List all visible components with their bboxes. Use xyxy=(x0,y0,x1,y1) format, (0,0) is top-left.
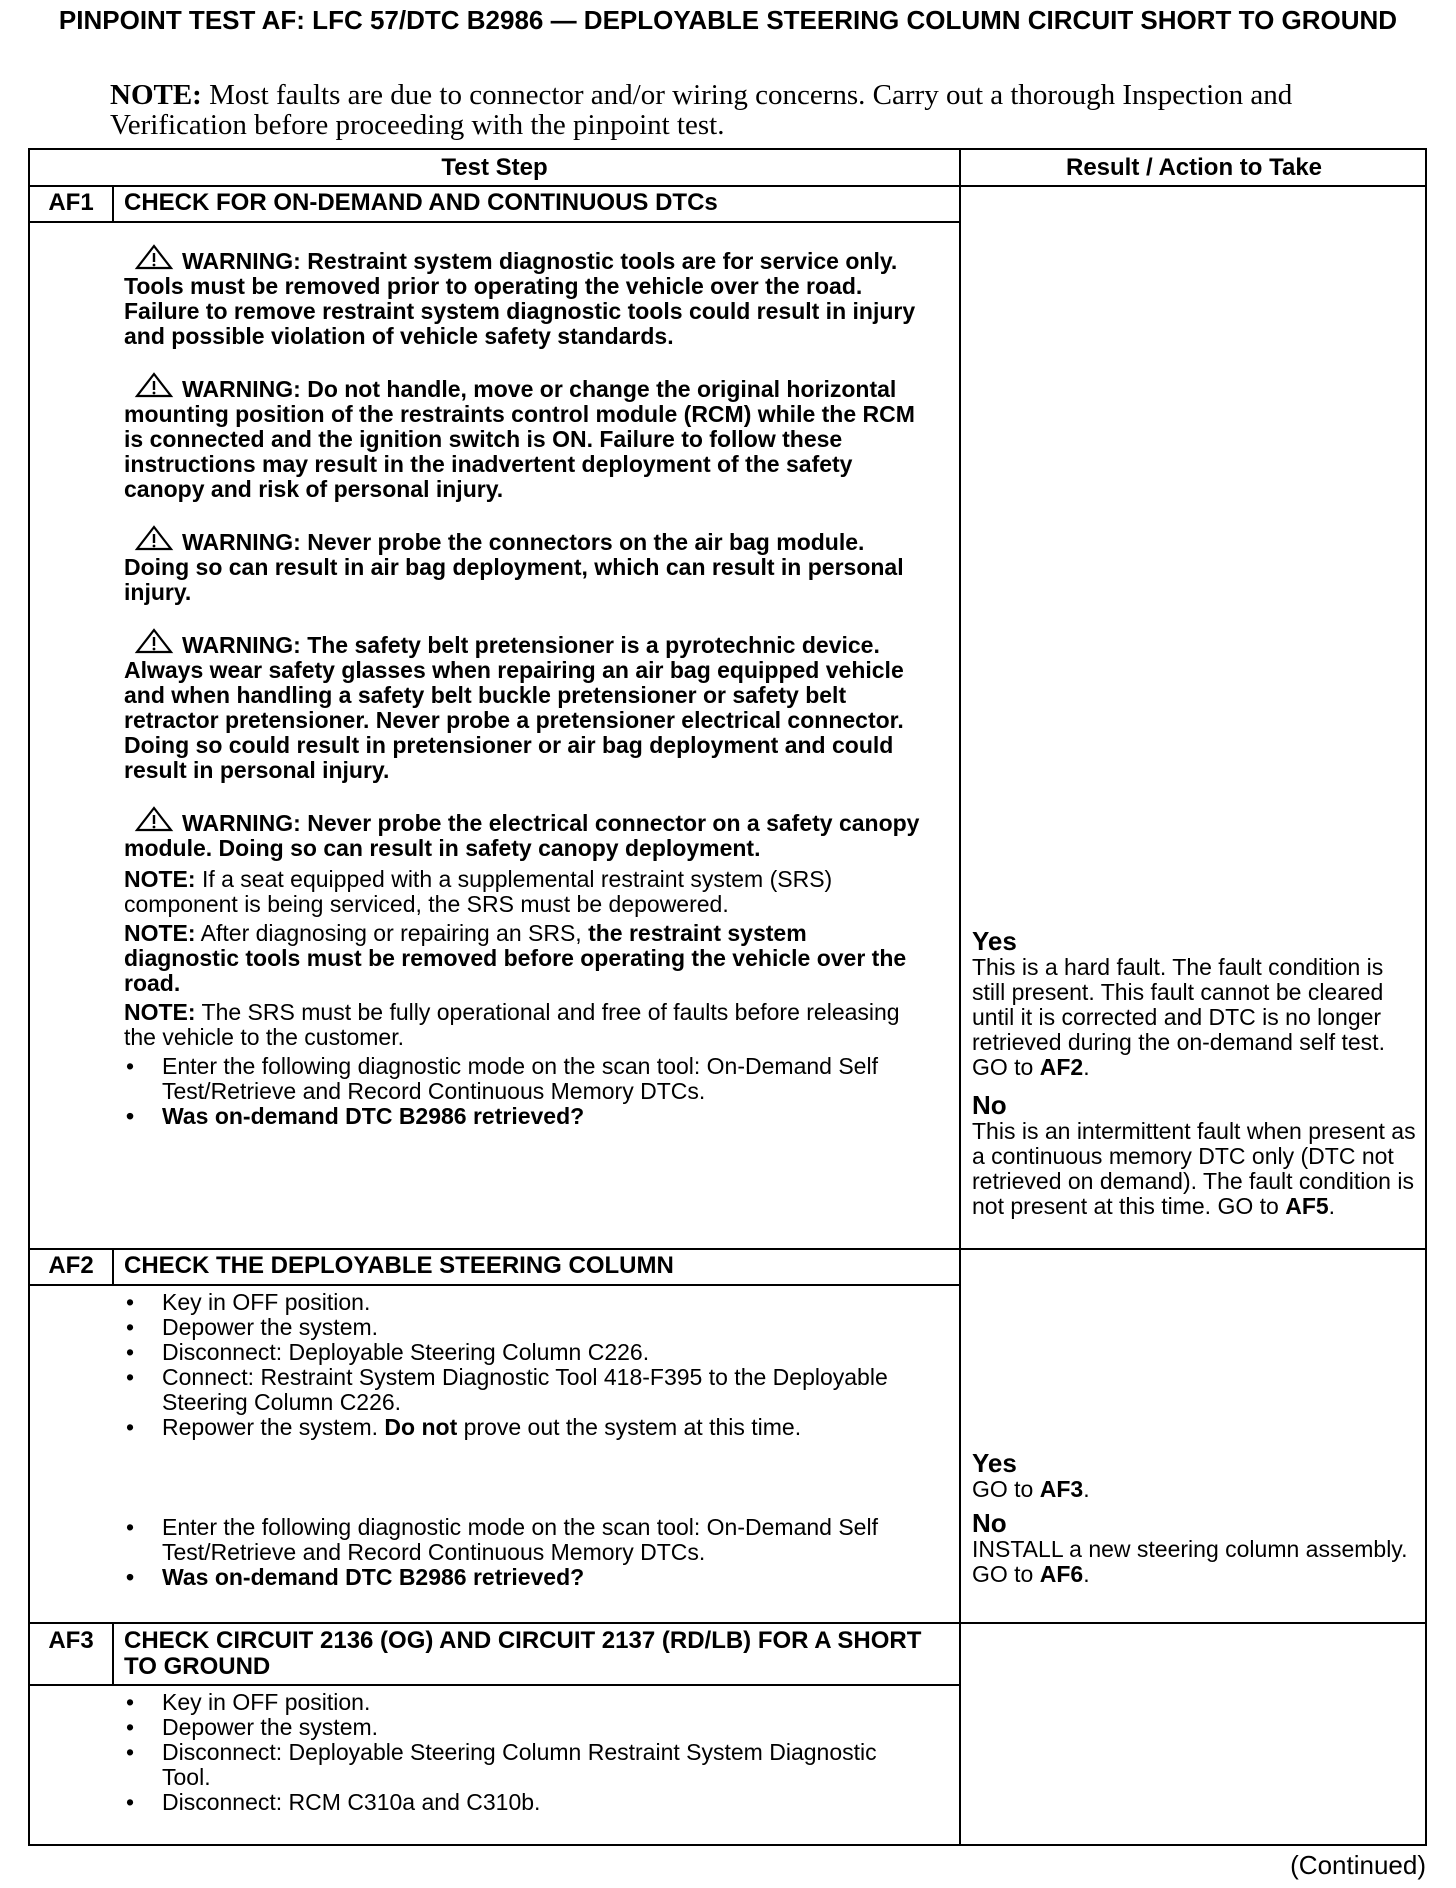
step-body-af2 xyxy=(124,1290,924,1440)
note-text: Most faults are due to connector and/or wiring concerns. Carry out a thorough Inspection and Verification before proceeding with the pinpoint test. xyxy=(110,79,1293,141)
no-text: INSTALL a new steering column assembly. GO to AF6. xyxy=(972,1536,1408,1587)
warning-icon xyxy=(134,524,174,552)
list-item: • Depower the system. xyxy=(124,1715,924,1740)
header-test-step: Test Step xyxy=(441,154,548,181)
page-title: PINPOINT TEST AF: LFC 57/DTC B2986 — DEPLOYABLE STEERING COLUMN CIRCUIT SHORT TO GROUND xyxy=(58,5,1398,35)
header-rule xyxy=(30,185,1425,187)
warning-icon xyxy=(134,371,174,399)
warning-1: WARNING: Restraint system diagnostic tools are for service only. Tools must be removed prior to operating the vehicle over the road. Failure to remove restraint system diagnostic tools could result in injury and possible violation of vehicle safety standards. xyxy=(124,243,924,349)
result-af1 xyxy=(972,928,1422,1219)
result-af2 xyxy=(972,1450,1422,1587)
step-title-af2: CHECK THE DEPLOYABLE STEERING COLUMN xyxy=(124,1252,674,1279)
list-item: • Depower the system. xyxy=(124,1315,924,1340)
list-item: • Disconnect: RCM C310a and C310b. xyxy=(124,1790,924,1815)
yes-label: Yes xyxy=(972,1448,1017,1478)
step-body-af3 xyxy=(124,1690,924,1815)
list-item: • Disconnect: Deployable Steering Column C226. xyxy=(124,1340,924,1365)
no-label: No xyxy=(972,1090,1007,1120)
warning-icon xyxy=(134,805,174,833)
yes-text: GO to AF3. xyxy=(972,1476,1090,1502)
list-item: • Repower the system. Do not prove out the system at this time. xyxy=(124,1415,924,1440)
step-title-af1: CHECK FOR ON-DEMAND AND CONTINUOUS DTCs xyxy=(124,189,718,216)
column-divider xyxy=(959,150,961,1844)
intro-note xyxy=(110,80,1310,140)
note-1: NOTE: If a seat equipped with a supplemental restraint system (SRS) component is being serviced, the SRS must be depowered. xyxy=(124,866,833,917)
af1-bullets xyxy=(124,1054,924,1129)
warning-3: WARNING: Never probe the connectors on the air bag module. Doing so can result in air bag deployment, which can result in personal injury. xyxy=(124,524,924,605)
step-body-af1 xyxy=(124,243,924,1129)
pinpoint-table xyxy=(28,148,1427,1846)
warning-icon xyxy=(134,627,174,655)
step-id-af2: AF2 xyxy=(48,1252,94,1279)
no-text: This is an intermittent fault when present as a continuous memory DTC only (DTC not retrieved on demand). The fault condition is not present at this time. GO to AF5. xyxy=(972,1118,1416,1219)
warning-5: WARNING: Never probe the electrical connector on a safety canopy module. Doing so can result in safety canopy deployment. xyxy=(124,805,924,861)
note-label: NOTE: xyxy=(110,79,202,111)
list-item: • Was on-demand DTC B2986 retrieved? xyxy=(124,1104,924,1129)
step-title-af3: CHECK CIRCUIT 2136 (OG) AND CIRCUIT 2137 (RD/LB) FOR A SHORT TO GROUND xyxy=(124,1627,922,1680)
list-item: • Was on-demand DTC B2986 retrieved? xyxy=(124,1565,924,1590)
list-item: • Key in OFF position. xyxy=(124,1690,924,1715)
continued-label: (Continued) xyxy=(1290,1850,1426,1880)
warning-4: WARNING: The safety belt pretensioner is a pyrotechnic device. Always wear safety glasses when repairing an air bag equipped vehicle and when handling a safety belt buckle pretensioner or safety belt retractor pretensioner. Never probe a pretensioner electrical connector. Doing so could result in pretensioner or air bag deployment and could result in personal injury. xyxy=(124,627,924,783)
warning-2: WARNING: Do not handle, move or change the original horizontal mounting position of the restraints control module (RCM) while the RCM is connected and the ignition switch is ON. Failure to follow these instructions may result in the inadvertent deployment of the safety canopy and risk of personal injury. xyxy=(124,371,924,502)
list-item: • Disconnect: Deployable Steering Column Restraint System Diagnostic Tool. xyxy=(124,1740,924,1790)
yes-label: Yes xyxy=(972,926,1017,956)
list-item: • Enter the following diagnostic mode on the scan tool: On-Demand Self Test/Retrieve and Record Continuous Memory DTCs. xyxy=(124,1054,924,1104)
step-id-af1: AF1 xyxy=(48,189,94,216)
list-item: • Key in OFF position. xyxy=(124,1290,924,1315)
yes-text: This is a hard fault. The fault condition is still present. This fault cannot be cleared until it is corrected and DTC is no longer retrieved during the on-demand self test. GO to AF2. xyxy=(972,954,1385,1080)
list-item: • Enter the following diagnostic mode on the scan tool: On-Demand Self Test/Retrieve and Record Continuous Memory DTCs. xyxy=(124,1515,924,1565)
step-body-af2-cont xyxy=(124,1515,924,1590)
note-3: NOTE: The SRS must be fully operational and free of faults before releasing the vehicle to the customer. xyxy=(124,999,900,1050)
note-2: NOTE: After diagnosing or repairing an SRS, the restraint system diagnostic tools must be removed before operating the vehicle over the road. xyxy=(124,920,907,996)
list-item: • Connect: Restraint System Diagnostic Tool 418-F395 to the Deployable Steering Column C226. xyxy=(124,1365,924,1415)
step-id-af3: AF3 xyxy=(48,1627,94,1654)
no-label: No xyxy=(972,1508,1007,1538)
header-result: Result / Action to Take xyxy=(1065,154,1323,181)
warning-icon xyxy=(134,243,174,271)
